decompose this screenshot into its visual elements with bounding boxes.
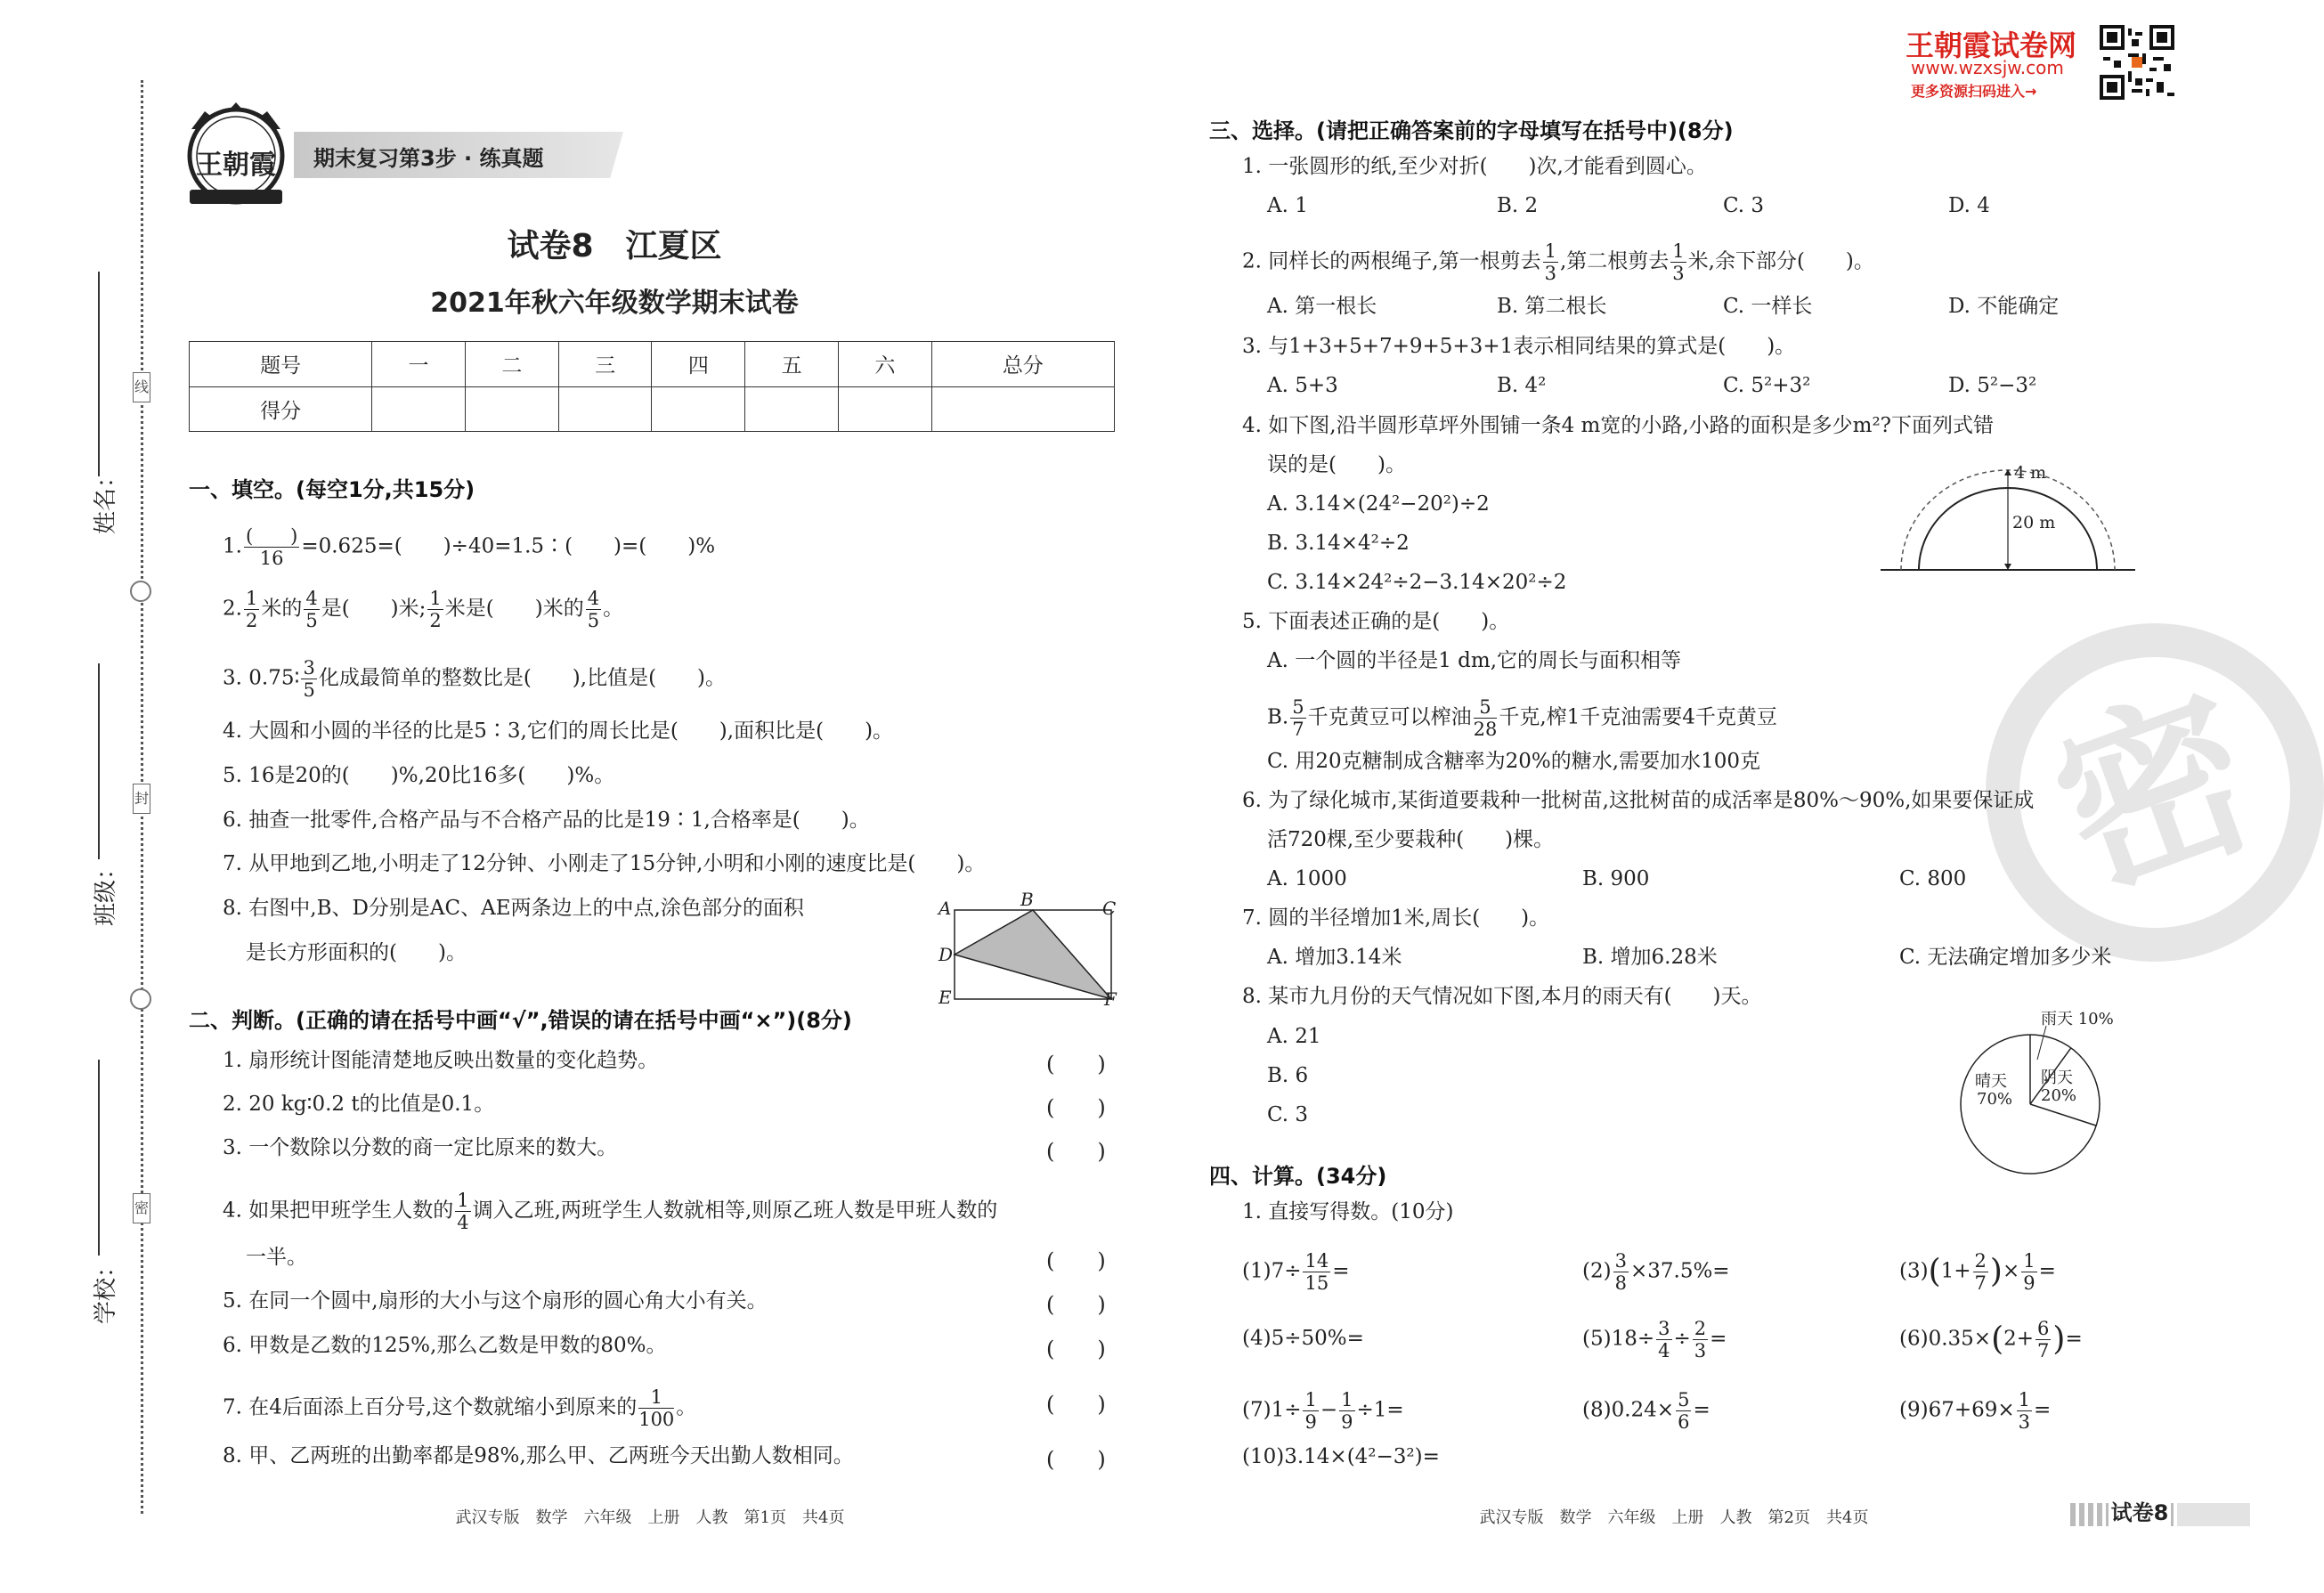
- s3-q4-line1: 4. 如下图,沿半圆形草坪外围铺一条4 m宽的小路,小路的面积是多少m²?下面列式错: [1242, 414, 1994, 437]
- score-header: 三: [558, 342, 652, 387]
- option[interactable]: A. 21: [1267, 1025, 1321, 1048]
- answer-paren[interactable]: ( ): [1046, 1248, 1106, 1273]
- s2-q2: 2. 20 kg∶0.2 t的比值是0.1。: [223, 1093, 495, 1116]
- score-cell[interactable]: [465, 386, 558, 432]
- s1-q3: [223, 657, 726, 701]
- calc-6: (6)0.35×(2+ $\frac{6}{7}$ )=: [1899, 1318, 2083, 1361]
- fraction-den: 100: [638, 1409, 675, 1430]
- fraction-den: 4: [457, 1212, 469, 1233]
- fraction-den: 5: [305, 610, 318, 631]
- score-cell[interactable]: [931, 386, 1114, 432]
- footer-left: 武汉专版 数学 六年级 上册 人教 第1页 共4页: [455, 1508, 845, 1527]
- score-header: 五: [745, 342, 839, 387]
- fraction-den: 9: [1341, 1411, 1353, 1433]
- fraction-num: 14: [1304, 1250, 1329, 1272]
- fig-label-c: C: [1102, 898, 1117, 919]
- fig-label-d: D: [939, 944, 954, 965]
- fraction-num: 3: [1614, 1250, 1627, 1272]
- q-text: 4. 如果把甲班学生人数的: [223, 1199, 454, 1223]
- q-text: 米,余下部分( )。: [1687, 249, 1874, 273]
- fraction-num: 4: [305, 588, 318, 609]
- s1-q2: [223, 588, 623, 631]
- fraction-den: 15: [1304, 1272, 1329, 1294]
- fraction: [1656, 1318, 1671, 1361]
- fig4-width-label: 4 m: [2014, 463, 2047, 483]
- fraction-den: 28: [1473, 719, 1498, 740]
- q-text: =: [2065, 1327, 2083, 1351]
- pie-value-sunny: 70%: [1977, 1090, 2013, 1109]
- paper-subtitle: 2021年秋六年级数学期末试卷: [430, 288, 799, 319]
- q-text: ÷: [1673, 1327, 1691, 1351]
- score-header: 二: [465, 342, 558, 387]
- class-label: 班级：: [93, 856, 119, 926]
- score-cell[interactable]: [652, 386, 745, 432]
- wangzhaoxia-logo: [183, 93, 289, 209]
- fraction-den: 3: [1672, 263, 1685, 284]
- score-table: [189, 341, 1115, 432]
- s1-q7: 7. 从甲地到乙地,小明走了12分钟、小刚走了15分钟,小明和小刚的速度比是( )。: [223, 852, 986, 875]
- s2-q4-cont: 一半。: [246, 1246, 307, 1269]
- q-text: =: [2038, 1259, 2056, 1283]
- s2-q3: 3. 一个数除以分数的商一定比原来的数大。: [223, 1136, 618, 1159]
- s3-q6-line2: 活720棵,至少要栽种( )棵。: [1267, 828, 1555, 851]
- option[interactable]: B. 3.14×4²÷2: [1267, 532, 1410, 555]
- fraction-den: 6: [1678, 1411, 1690, 1433]
- s2-q5: 5. 在同一个圆中,扇形的大小与这个扇形的圆心角大小有关。: [223, 1289, 768, 1313]
- fraction: [304, 588, 319, 631]
- calc-7: [1242, 1389, 1404, 1433]
- option[interactable]: A. 一个圆的半径是1 dm,它的周长与面积相等: [1267, 649, 1682, 672]
- option[interactable]: [1267, 696, 1777, 740]
- answer-paren[interactable]: ( ): [1046, 1337, 1106, 1361]
- s3-q8: 8. 某市九月份的天气情况如下图,本月的雨天有( )天。: [1242, 985, 1762, 1008]
- fraction-den: 2: [429, 610, 442, 631]
- fraction: [2017, 1389, 2032, 1433]
- fraction: [1474, 696, 1498, 740]
- option[interactable]: C. 用20克糖制成含糖率为20%的糖水,需要加水100克: [1267, 750, 1760, 773]
- binding-hole: [130, 988, 151, 1010]
- option[interactable]: A. 第一根长: [1267, 295, 1377, 318]
- pie-label-cloudy: 阴天: [2041, 1069, 2073, 1087]
- q-text: (9)67+69×: [1899, 1398, 2015, 1422]
- option[interactable]: B. 4²: [1497, 374, 1547, 397]
- option[interactable]: C. 3.14×24²÷2−3.14×20²÷2: [1267, 571, 1567, 594]
- fraction-num: 1: [2023, 1250, 2036, 1272]
- fraction-num: 1: [457, 1190, 469, 1211]
- q-text: ×37.5%=: [1629, 1259, 1730, 1283]
- fraction-den: 7: [2037, 1340, 2050, 1361]
- seal-char-seal: 封: [133, 784, 150, 814]
- option[interactable]: A. 3.14×(24²−20²)÷2: [1267, 492, 1490, 516]
- seal-char-secret: 密: [133, 1193, 150, 1223]
- option[interactable]: A. 1: [1267, 194, 1308, 217]
- score-header: 一: [372, 342, 466, 387]
- fraction: [427, 588, 443, 631]
- option[interactable]: C. 800: [1899, 867, 1967, 890]
- fraction-den: 16: [259, 548, 284, 569]
- fraction-den: 2: [245, 610, 258, 631]
- fraction-num: 1: [245, 588, 258, 609]
- q-text: 米的: [261, 597, 303, 621]
- calc-2: [1582, 1250, 1730, 1294]
- s3-q5: 5. 下面表述正确的是( )。: [1242, 610, 1510, 633]
- q-text: 2. 同样长的两根绳子,第一根剪去: [1242, 249, 1541, 273]
- fraction-den: 3: [1694, 1340, 1707, 1361]
- logo-text: 王朝霞: [196, 150, 276, 181]
- option[interactable]: B. 2: [1497, 194, 1539, 217]
- fraction: [1670, 240, 1686, 284]
- section4-title: 四、计算。(34分): [1209, 1164, 1387, 1189]
- s4-sub: 1. 直接写得数。(10分): [1242, 1200, 1454, 1223]
- paper-title: 试卷8 江夏区: [507, 228, 722, 264]
- option[interactable]: A. 增加3.14米: [1267, 946, 1402, 969]
- q-text: 米是( )米的: [444, 597, 584, 621]
- rectangle-figure: [926, 890, 1131, 1015]
- fraction: [1290, 696, 1305, 740]
- fraction-den: 7: [1974, 1272, 1987, 1294]
- q-text: 千克,榨1千克油需要4千克黄豆: [1499, 705, 1777, 729]
- s2-q1: 1. 扇形统计图能清楚地反映出数量的变化趋势。: [223, 1049, 659, 1072]
- fraction-num: 1: [1341, 1389, 1353, 1410]
- pie-slice-sunny-edge: [2030, 1104, 2096, 1126]
- seal-char-line: 线: [133, 372, 150, 402]
- fraction-num: 2: [1974, 1250, 1987, 1272]
- fraction: $\frac{( )}{16}$: [245, 525, 298, 569]
- fig-label-e: E: [939, 987, 952, 1008]
- pie-label-rainy: 雨天 10%: [2041, 1010, 2114, 1028]
- q-text: =: [1710, 1327, 1727, 1351]
- q-text: 1+: [1940, 1259, 1971, 1283]
- fraction-den: 3: [1544, 263, 1556, 284]
- q-text: (5)18÷: [1582, 1327, 1655, 1351]
- score-cell[interactable]: [372, 386, 466, 432]
- fraction-num: 2: [1694, 1318, 1707, 1339]
- fraction-num: 4: [587, 588, 600, 609]
- fraction: [1339, 1389, 1354, 1433]
- fraction-den: 8: [1614, 1272, 1627, 1294]
- q-text: =0.625=( )÷40=1.5∶( )=( )%: [301, 534, 716, 558]
- q-text: =: [1693, 1398, 1710, 1422]
- q-text: 是( )米;: [321, 597, 427, 621]
- option[interactable]: B. 第二根长: [1497, 295, 1607, 318]
- score-header: 六: [839, 342, 932, 387]
- option[interactable]: D. 不能确定: [1948, 295, 2060, 318]
- fraction: [1973, 1250, 1988, 1294]
- q-text: B.: [1267, 705, 1289, 729]
- binding-hole: [130, 581, 151, 602]
- fraction-num: 1: [1544, 240, 1556, 262]
- fraction: [244, 588, 259, 631]
- option[interactable]: B. 增加6.28米: [1582, 946, 1718, 969]
- school-blank[interactable]: [98, 1060, 100, 1256]
- calc-8: [1582, 1389, 1710, 1433]
- pie-label-sunny: 晴天: [1975, 1072, 2007, 1091]
- s1-q5: 5. 16是20的( )%,20比16多( )%。: [223, 764, 615, 787]
- answer-paren[interactable]: ( ): [1046, 1052, 1106, 1077]
- fraction: [1543, 240, 1558, 284]
- option[interactable]: A. 5+3: [1267, 374, 1338, 397]
- answer-paren[interactable]: ( ): [1046, 1447, 1106, 1472]
- watermark-char: 密: [2028, 656, 2280, 928]
- brand-name: 王朝霞试卷网: [1906, 28, 2077, 62]
- answer-paren[interactable]: ( ): [1046, 1292, 1106, 1317]
- fraction-num: 3: [1658, 1318, 1670, 1339]
- option[interactable]: C. 无法确定增加多少米: [1899, 946, 2112, 969]
- s3-q3: 3. 与1+3+5+7+9+5+3+1表示相同结果的算式是( )。: [1242, 335, 1796, 358]
- fraction-num: 1: [1304, 1389, 1317, 1410]
- s3-q4-line2: 误的是( )。: [1267, 453, 1406, 476]
- score-cell[interactable]: [558, 386, 652, 432]
- fraction: [586, 588, 601, 631]
- fraction-den: 5: [587, 610, 600, 631]
- school-label: 学校：: [93, 1254, 119, 1324]
- fraction-num: 1: [429, 588, 442, 609]
- score-cell[interactable]: [745, 386, 839, 432]
- fig-label-a: A: [939, 898, 952, 919]
- fraction-den: 5: [303, 679, 315, 701]
- footer-bar: [2177, 1503, 2250, 1526]
- option[interactable]: B. 900: [1582, 867, 1650, 890]
- s1-q1: [223, 525, 715, 569]
- score-header: 四: [652, 342, 745, 387]
- fraction: [1613, 1250, 1629, 1294]
- q-text: (6)0.35×: [1899, 1327, 1992, 1351]
- s2-q7: [223, 1386, 696, 1430]
- qr-code-icon[interactable]: [2100, 25, 2174, 100]
- option[interactable]: D. 4: [1948, 194, 1990, 217]
- class-blank[interactable]: [98, 663, 100, 859]
- score-cell[interactable]: [839, 386, 932, 432]
- calc-1: [1242, 1250, 1350, 1294]
- q-text: (8)0.24×: [1582, 1398, 1675, 1422]
- fraction: [1676, 1389, 1691, 1433]
- option[interactable]: C. 3: [1267, 1103, 1309, 1126]
- semicircle-path-figure: [1879, 463, 2137, 579]
- s3-q7: 7. 圆的半径增加1米,周长( )。: [1242, 906, 1550, 930]
- fraction-num: 5: [1678, 1389, 1690, 1410]
- q-text: 。: [676, 1395, 697, 1419]
- q-text: 7. 在4后面添上百分号,这个数就缩小到原来的: [223, 1395, 638, 1419]
- s3-q1: 1. 一张圆形的纸,至少对折( )次,才能看到圆心。: [1242, 155, 1707, 178]
- fraction-den: 9: [2023, 1272, 2036, 1294]
- q-text: 。: [603, 597, 624, 621]
- q-number: 2.: [223, 597, 242, 621]
- fraction-den: 3: [2018, 1411, 2031, 1433]
- option[interactable]: C. 5²+3²: [1723, 374, 1811, 397]
- fig-label-f: F: [1104, 988, 1117, 1010]
- weather-pie-chart: [1843, 1006, 2217, 1175]
- q-number: 1.: [223, 534, 242, 558]
- answer-paren[interactable]: ( ): [1046, 1139, 1106, 1164]
- calc-10: (10)3.14×(4²−3²)=: [1242, 1445, 1440, 1468]
- fraction-num: 1: [638, 1386, 674, 1409]
- fraction: [2036, 1318, 2051, 1361]
- fraction: [1303, 1250, 1330, 1294]
- calc-4: (4)5÷50%=: [1242, 1327, 1364, 1350]
- fraction-num: 6: [2037, 1318, 2050, 1339]
- q-text: 3. 0.75∶: [223, 666, 300, 690]
- brand-url: www.wzxsjw.com: [1911, 57, 2064, 78]
- q-text: 2+: [2003, 1327, 2035, 1351]
- s2-q6: 6. 甲数是乙数的125%,那么乙数是甲数的80%。: [223, 1334, 667, 1357]
- answer-paren[interactable]: ( ): [1046, 1095, 1106, 1120]
- pie-value-cloudy: 20%: [2041, 1086, 2077, 1105]
- fraction-den: 7: [1292, 719, 1304, 740]
- fraction: [638, 1386, 674, 1430]
- s3-q2: [1242, 240, 1874, 284]
- fraction: [2021, 1250, 2036, 1294]
- q-text: (7)1÷: [1242, 1398, 1302, 1422]
- fraction: [301, 657, 316, 701]
- option[interactable]: D. 5²−3²: [1948, 374, 2037, 397]
- q-text: 千克黄豆可以榨油: [1307, 705, 1472, 729]
- fraction-num: 5: [1474, 696, 1498, 719]
- score-row-label: 得分: [190, 386, 372, 432]
- footer-right: 武汉专版 数学 六年级 上册 人教 第2页 共4页: [1479, 1508, 1869, 1527]
- pie-rainy-leader: [2037, 1026, 2046, 1060]
- q-text: ÷1=: [1356, 1398, 1404, 1422]
- score-header: 总分: [931, 342, 1114, 387]
- q-text: −: [1320, 1398, 1338, 1422]
- s1-q8-line1: 8. 右图中,B、D分别是AC、AE两条边上的中点,涂色部分的面积: [223, 897, 804, 920]
- s1-q8-line2: 是长方形面积的( )。: [246, 941, 467, 964]
- s1-q4: 4. 大圆和小圆的半径的比是5∶3,它们的周长比是( ),面积比是( )。: [223, 719, 894, 743]
- fraction-num: 3: [303, 657, 315, 679]
- q-text: ×: [2002, 1259, 2020, 1283]
- q-text: (1)7÷: [1242, 1259, 1302, 1283]
- q-text: ,第二根剪去: [1559, 249, 1670, 273]
- section2-title: 二、判断。(正确的请在括号中画“√”,错误的请在括号中画“×”)(8分): [189, 1008, 852, 1033]
- fraction: [1303, 1389, 1318, 1433]
- fraction-den: 4: [1658, 1340, 1670, 1361]
- q-text: =: [2034, 1398, 2052, 1422]
- s2-q8: 8. 甲、乙两班的出勤率都是98%,那么甲、乙两班今天出勤人数相同。: [223, 1444, 854, 1467]
- calc-5: [1582, 1318, 1727, 1361]
- q-text: (3): [1899, 1259, 1929, 1283]
- fraction-den: 9: [1304, 1411, 1317, 1433]
- answer-paren[interactable]: ( ): [1046, 1392, 1106, 1417]
- section3-title: 三、选择。(请把正确答案前的字母填写在括号中)(8分): [1209, 118, 1734, 143]
- option[interactable]: A. 1000: [1267, 867, 1347, 890]
- footer-paper-tag: 试卷8: [2109, 1496, 2171, 1530]
- fraction-num: 5: [1292, 696, 1304, 718]
- fraction-num: 1: [2018, 1389, 2031, 1410]
- q-text: =: [1332, 1259, 1350, 1283]
- q-text: 化成最简单的整数比是( ),比值是( )。: [318, 666, 727, 690]
- fraction-num: 1: [1672, 240, 1685, 262]
- s1-q6: 6. 抽查一批零件,合格产品与不合格产品的比是19∶1,合格率是( )。: [223, 809, 870, 832]
- fraction: [1693, 1318, 1708, 1361]
- q-text: 调入乙班,两班学生人数就相等,则原乙班人数是甲班人数的: [472, 1199, 998, 1223]
- section1-title: 一、填空。(每空1分,共15分): [189, 477, 475, 502]
- name-label: 姓名：: [93, 464, 119, 534]
- option[interactable]: C. 一样长: [1723, 295, 1813, 318]
- calc-3: (3)(1+ $\frac{2}{7}$ )× $\frac{1}{9}$ =: [1899, 1250, 2056, 1294]
- score-header: 题号: [190, 342, 372, 387]
- s3-q6-line1: 6. 为了绿化城市,某街道要栽种一批树苗,这批树苗的成活率是80%～90%,如果要保证成: [1242, 789, 2035, 812]
- calc-9: [1899, 1389, 2051, 1433]
- brand-slogan: 更多资源扫码进入→: [1911, 83, 2037, 100]
- option[interactable]: B. 6: [1267, 1064, 1309, 1087]
- s2-q4: [223, 1190, 997, 1233]
- step-banner-text: 期末复习第3步 · 练真题: [313, 146, 544, 171]
- fraction: [455, 1190, 470, 1233]
- option[interactable]: C. 3: [1723, 194, 1765, 217]
- fig-label-b: B: [1020, 889, 1034, 910]
- q-text: (2): [1582, 1259, 1612, 1283]
- fig4-radius-label: 20 m: [2012, 513, 2056, 532]
